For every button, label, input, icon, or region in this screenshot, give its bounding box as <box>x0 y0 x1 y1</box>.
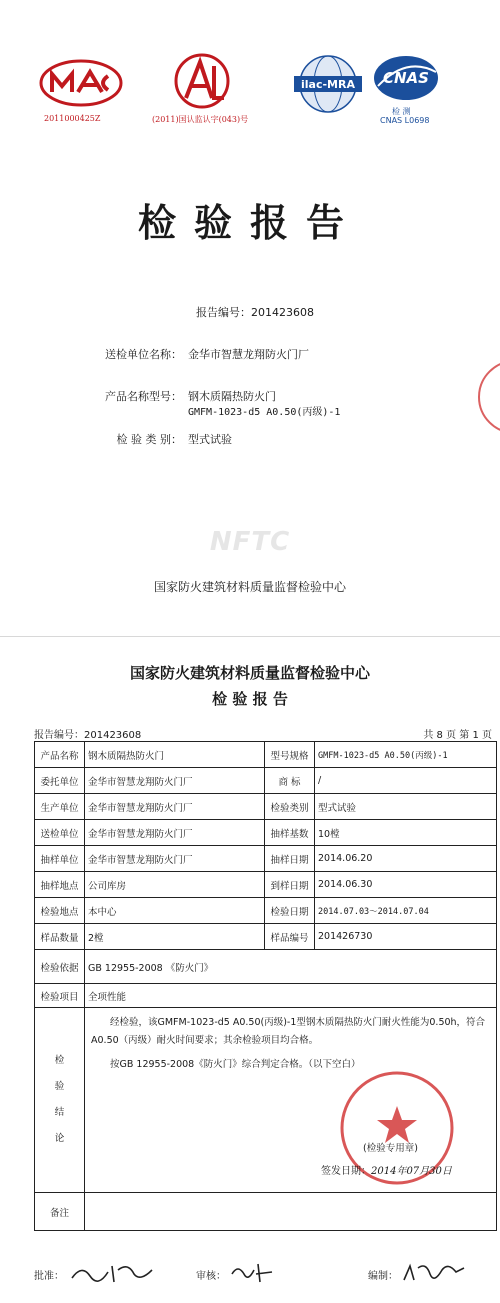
report-table <box>34 741 497 1231</box>
conclusion-cell <box>85 1008 497 1193</box>
field-value: 型式试验 <box>315 794 497 820</box>
cnas-logo-icon <box>370 52 442 108</box>
sheet-page-count: 共 8 页 第 1 页 <box>423 730 492 741</box>
conclusion-label-char: 检 <box>54 1055 65 1066</box>
conclusion-label <box>35 1008 85 1193</box>
table-row <box>35 924 497 950</box>
cover-product <box>90 388 276 404</box>
table-row <box>35 742 497 768</box>
field-label: 产品名称 <box>35 742 85 768</box>
field-value: / <box>315 768 497 794</box>
field-label: 检验地点 <box>35 898 85 924</box>
field-value: 金华市智慧龙翔防火门厂 <box>85 794 265 820</box>
nftc-watermark: NFTC <box>209 527 291 557</box>
field-label: 生产单位 <box>35 794 85 820</box>
cal-caption: (2011)国认监认字(043)号 <box>152 115 249 124</box>
field-label: 抽样日期 <box>265 846 315 872</box>
conclusion-label-char: 验 <box>54 1081 65 1092</box>
review-handwriting-icon <box>228 1260 278 1286</box>
field-value: 金华市智慧龙翔防火门厂 <box>85 820 265 846</box>
report-no-value: 201423608 <box>251 306 314 319</box>
conclusion-label-char: 结 <box>54 1107 65 1118</box>
conclusion-text <box>85 1008 496 1074</box>
cma-logo-icon <box>38 58 124 108</box>
table-row <box>35 820 497 846</box>
field-label: 商 标 <box>265 768 315 794</box>
ilac-mra-text: ilac-MRA <box>301 78 355 91</box>
test-type-value: 型式试验 <box>188 433 232 446</box>
page-divider <box>0 636 500 637</box>
submitter-label: 送检单位名称： <box>105 348 182 361</box>
sheet-report-no-value: 201423608 <box>84 730 142 741</box>
field-label: 检验类别 <box>265 794 315 820</box>
sign-date <box>321 1162 452 1177</box>
field-value: 2014.06.20 <box>315 846 497 872</box>
review-label: 审核： <box>196 1271 226 1282</box>
field-value: 金华市智慧龙翔防火门厂 <box>85 768 265 794</box>
conclusion-paragraph: 按GB 12955-2008《防火门》综合判定合格。（以下空白） <box>110 1059 361 1070</box>
cnas-text: CNAS <box>383 69 429 87</box>
field-label: 抽样单位 <box>35 846 85 872</box>
sheet-report-number <box>34 726 141 741</box>
field-value: 2014.06.30 <box>315 872 497 898</box>
table-row <box>35 898 497 924</box>
cma-caption: 2011000425Z <box>44 114 101 123</box>
field-value: 10樘 <box>315 820 497 846</box>
remark-value <box>85 1193 497 1231</box>
table-row <box>35 794 497 820</box>
conclusion-label-char: 论 <box>54 1133 65 1144</box>
field-label: 样品数量 <box>35 924 85 950</box>
field-value: 201426730 <box>315 924 497 950</box>
approve-signature <box>34 1267 64 1282</box>
review-signature <box>196 1267 226 1282</box>
basis-row <box>35 950 497 984</box>
report-no-label: 报告编号： <box>196 306 251 319</box>
compile-handwriting-icon <box>400 1260 470 1286</box>
sign-date-label: 签发日期： <box>321 1166 371 1177</box>
certification-logos <box>0 48 500 138</box>
field-label: 检验日期 <box>265 898 315 924</box>
cover-title: 检验报告 <box>137 200 362 245</box>
field-value: 钢木质隔热防火门 <box>85 742 265 768</box>
approve-handwriting-icon <box>68 1260 158 1286</box>
seal-stamp-partial <box>478 360 500 434</box>
field-value: 公司库房 <box>85 872 265 898</box>
items-label: 检验项目 <box>35 984 85 1008</box>
approve-label: 批准： <box>34 1271 64 1282</box>
field-value: 金华市智慧龙翔防火门厂 <box>85 846 265 872</box>
conclusion-row <box>35 1008 497 1193</box>
product-label: 产品名称型号： <box>105 390 182 403</box>
field-value: 2014.07.03～2014.07.04 <box>315 898 497 924</box>
field-label: 委托单位 <box>35 768 85 794</box>
cover-report-number <box>196 304 314 320</box>
field-label: 抽样基数 <box>265 820 315 846</box>
cal-logo-icon <box>172 52 232 110</box>
items-row <box>35 984 497 1008</box>
table-row <box>35 872 497 898</box>
submitter-value: 金华市智慧龙翔防火门厂 <box>188 348 309 361</box>
items-value: 全项性能 <box>85 984 497 1008</box>
ilac-mra-logo-icon <box>292 50 364 116</box>
conclusion-paragraph: 经检验，该GMFM-1023-d5 A0.50(丙级)-1型钢木质隔热防火门耐火性能为0.50h，符合A0.50（丙级）耐火时间要求；其余检验项目均合格。 <box>91 1017 486 1046</box>
cnas-code: CNAS L0698 <box>380 116 430 125</box>
field-value: 本中心 <box>85 898 265 924</box>
cover-submitter <box>90 346 309 362</box>
sheet-org: 国家防火建筑材料质量监督检验中心 <box>129 664 370 682</box>
table-row <box>35 846 497 872</box>
field-label: 抽样地点 <box>35 872 85 898</box>
field-value: 2樘 <box>85 924 265 950</box>
remark-row <box>35 1193 497 1231</box>
cover-test-type <box>90 431 232 447</box>
field-value: GMFM-1023-d5 A0.50(丙级)-1 <box>315 742 497 768</box>
cnas-sub: 检 测 <box>392 107 411 116</box>
field-label: 送检单位 <box>35 820 85 846</box>
product-model: GMFM-1023-d5 A0.50(丙级)-1 <box>188 407 341 418</box>
sheet-title: 检 验 报 告 <box>212 690 288 708</box>
compile-signature <box>368 1267 398 1282</box>
product-name: 钢木质隔热防火门 <box>188 390 276 403</box>
field-label: 到样日期 <box>265 872 315 898</box>
sheet-report-no-label: 报告编号： <box>34 730 84 741</box>
cover-center-name: 国家防火建筑材料质量监督检验中心 <box>153 580 346 594</box>
stamp-label: (检验专用章) <box>363 1143 418 1154</box>
field-label: 型号规格 <box>265 742 315 768</box>
test-type-label: 检 验 类 别： <box>116 433 182 446</box>
basis-label: 检验依据 <box>35 950 85 984</box>
field-label: 样品编号 <box>265 924 315 950</box>
remark-label: 备注 <box>35 1193 85 1231</box>
basis-value: GB 12955-2008 《防火门》 <box>85 950 497 984</box>
table-row <box>35 768 497 794</box>
sign-date-value: 2014年07月30日 <box>371 1166 452 1177</box>
compile-label: 编制： <box>368 1271 398 1282</box>
